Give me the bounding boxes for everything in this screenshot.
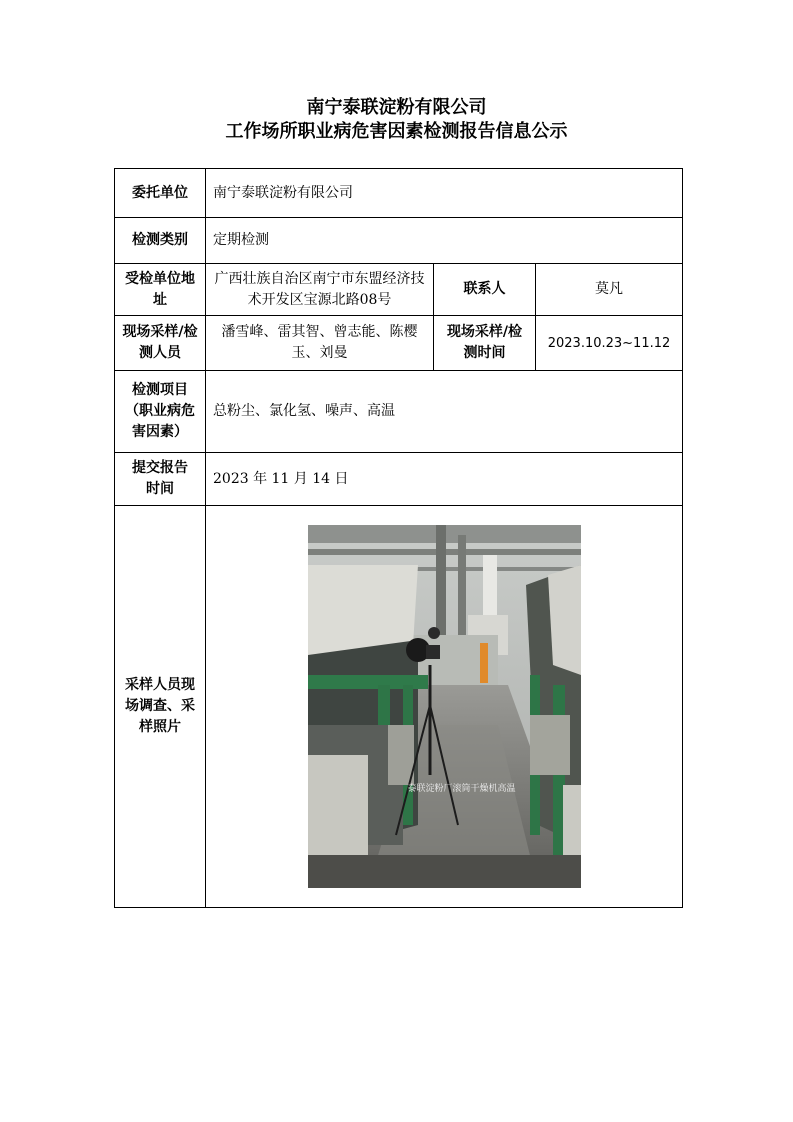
table-row <box>115 218 683 264</box>
table-row <box>115 453 683 506</box>
address-value: 广西壮族自治区南宁市东盟经济技术开发区宝源北路08号 <box>206 264 434 316</box>
client-value: 南宁泰联淀粉有限公司 <box>206 169 683 218</box>
photo-cell <box>206 506 683 908</box>
factory-photo-image <box>308 525 581 888</box>
table-row <box>115 316 683 371</box>
client-label: 委托单位 <box>115 169 206 218</box>
report-date-label: 提交报告时间 <box>115 453 206 506</box>
company-title: 南宁泰联淀粉有限公司 <box>306 97 487 118</box>
contact-label: 联系人 <box>434 264 536 316</box>
test-type-label: 检测类别 <box>115 218 206 264</box>
table-row <box>115 506 683 908</box>
table-row <box>115 264 683 316</box>
page-title: 工作场所职业病危害因素检测报告信息公示 <box>225 121 568 142</box>
table-row <box>115 169 683 218</box>
site-photo <box>308 525 581 888</box>
sampling-time-value: 2023.10.23~11.12 <box>536 316 683 371</box>
sampling-time-label: 现场采样/检测时间 <box>434 316 536 371</box>
items-label: 检测项目（职业病危害因素） <box>115 371 206 453</box>
test-type-value: 定期检测 <box>206 218 683 264</box>
table-row <box>115 371 683 453</box>
photo-caption: 泰联淀粉厂滚筒干燥机高温 <box>407 784 516 794</box>
staff-label: 现场采样/检测人员 <box>115 316 206 371</box>
staff-value: 潘雪峰、雷其智、曾志能、陈樱玉、刘曼 <box>206 316 434 371</box>
photo-label: 采样人员现场调查、采样照片 <box>115 506 206 908</box>
info-table <box>114 168 683 908</box>
address-label: 受检单位地址 <box>115 264 206 316</box>
items-value: 总粉尘、氯化氢、噪声、高温 <box>206 371 683 453</box>
contact-value: 莫凡 <box>536 264 683 316</box>
report-date-value: 2023 年 11 月 14 日 <box>206 453 683 506</box>
